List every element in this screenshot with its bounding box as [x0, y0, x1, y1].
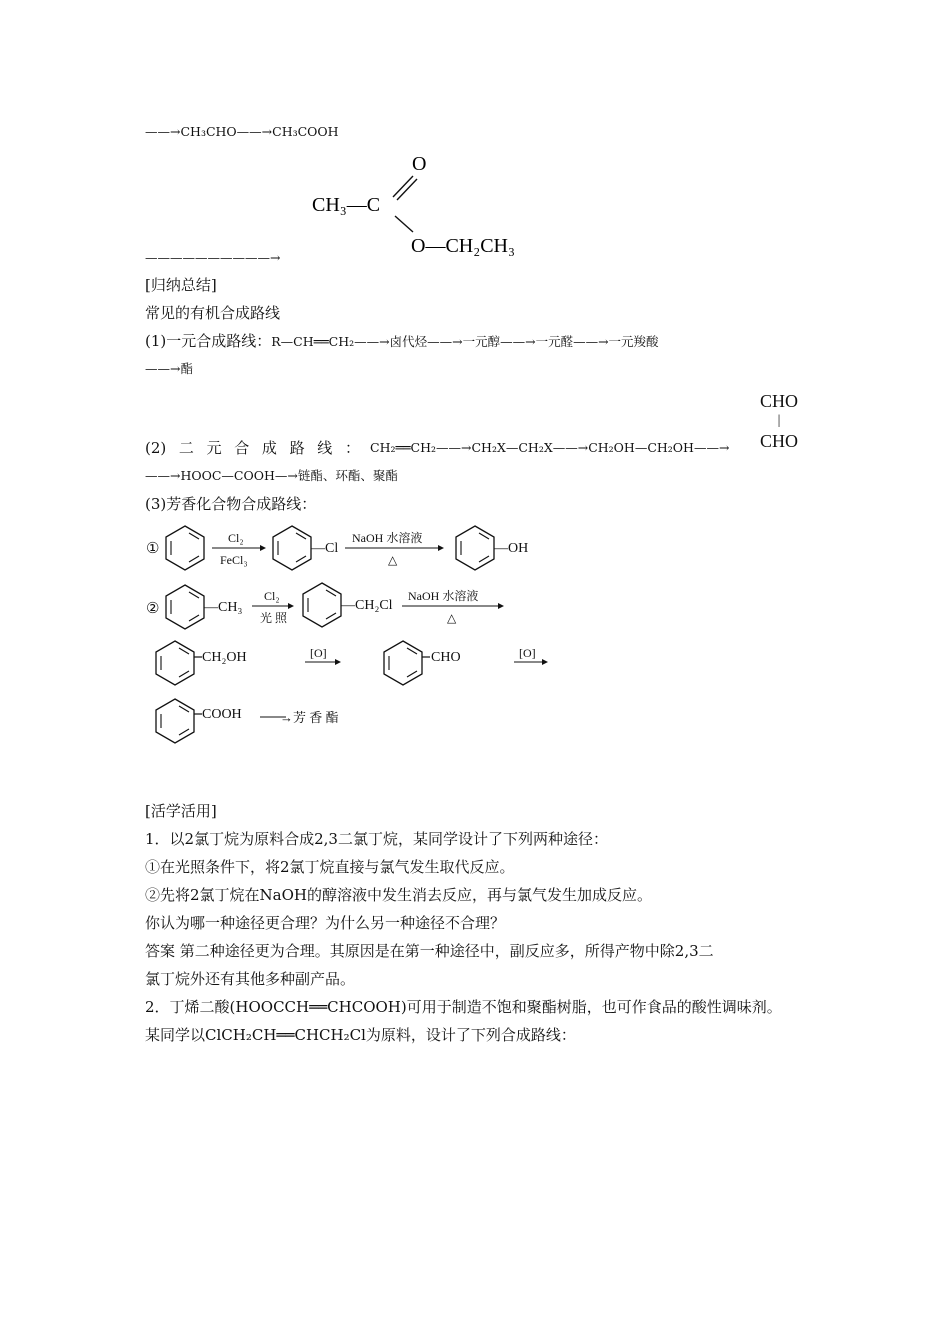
benzene-ring-icon [303, 583, 341, 627]
route-num-2: ② [146, 601, 160, 617]
benzene-ring-icon [166, 526, 204, 570]
question-1-option-1: ①在光照条件下，将2氯丁烷直接与氯气发生取代反应。 [145, 858, 515, 876]
arrow-head-icon [542, 659, 548, 665]
summary-heading: [归纳总结] [145, 276, 217, 294]
aromatic-ester-label: →芳 香 酯 [280, 710, 339, 725]
route2-label-char: ： [344, 439, 360, 457]
route-num-1: ① [146, 541, 160, 557]
substituent-ch2cl: —CH₂Cl [341, 598, 393, 613]
question-1-ask: 你认为哪一种途径更合理？为什么另一种途径不合理？ [145, 914, 506, 932]
route1-line [145, 330, 659, 353]
route1-continuation: ——→酯 [145, 361, 193, 376]
benzene-ring-icon [273, 526, 311, 570]
route2-label-char: 二 [178, 439, 194, 457]
route2-label-char: 路 [289, 439, 305, 457]
aromatic-routes-diagram [140, 520, 580, 750]
heat-symbol: △ [447, 611, 457, 625]
reaction-chain-acetaldehyde: ——→CH₃CHO——→CH₃COOH [145, 124, 339, 139]
route2-label-char: 线 [317, 439, 333, 457]
reagent-light: 光 照 [260, 611, 288, 625]
ester-carbonyl-oxygen: O [412, 153, 427, 175]
oxidation-label: [O] [310, 646, 327, 660]
arrow-head-icon [498, 603, 504, 609]
benzene-ring-icon [384, 641, 422, 685]
long-arrow: ——————————→ [145, 250, 281, 265]
benzene-ring-icon [156, 699, 194, 743]
arrow-head-icon [288, 603, 294, 609]
oxidation-label: [O] [519, 646, 536, 660]
reagent-fecl3: FeCl₃ [220, 553, 248, 567]
practice-heading: [活学活用] [145, 802, 217, 820]
route3-label: (3)芳香化合物合成路线： [145, 495, 317, 513]
benzene-ring-icon [166, 585, 204, 629]
substituent-cl: —Cl [311, 541, 339, 556]
route2-label-char: 元 [206, 439, 222, 457]
ester-structure [305, 148, 555, 263]
cho-bottom: CHO [760, 431, 799, 451]
route1-label: (1)一元合成路线： [145, 332, 272, 350]
heat-symbol: △ [388, 553, 398, 567]
substituent-ch3: —CH₃ [204, 600, 243, 615]
route1-body: R—CH══CH₂——→卤代烃——→一元醇——→一元醛——→一元羧酸 [271, 334, 659, 349]
question-2-line-2: 某同学以ClCH₂CH══CHCH₂Cl为原料，设计了下列合成路线： [145, 1026, 576, 1044]
benzene-ring-icon [156, 641, 194, 685]
route2-label [145, 437, 360, 459]
reagent-naoh: NaOH 水溶液 [408, 589, 479, 603]
ester-methyl-carbon: CH₃—C [312, 194, 381, 216]
route2-label-char: 合 [234, 439, 250, 457]
question-1-option-2: ②先将2氯丁烷在NaOH的醇溶液中发生消去反应，再与氯气发生加成反应。 [145, 886, 652, 904]
substituent-ch2oh: CH₂OH [202, 650, 247, 665]
route2-line [145, 437, 729, 459]
summary-intro: 常见的有机合成路线 [145, 304, 281, 322]
reagent-cl2: Cl₂ [228, 531, 244, 545]
cho-bond: | [777, 413, 781, 428]
ester-single-bond [395, 216, 413, 232]
answer-line-1: 答案 第二种途径更为合理。其原因是在第一种途径中，副反应多，所得产物中除2,3二 [145, 942, 714, 960]
route2-continuation: ——→HOOC—COOH—→链酯、环酯、聚酯 [145, 468, 398, 483]
reagent-cl2: Cl₂ [264, 589, 280, 603]
ester-ethoxy-group: O—CH₂CH₃ [411, 235, 515, 257]
question-2-line-1: 2．丁烯二酸(HOOCCH══CHCOOH)可用于制造不饱和聚酯树脂，也可作食品的酸性调味剂。 [145, 998, 782, 1016]
route2-label-char: (2) [145, 439, 167, 457]
benzene-ring-icon [456, 526, 494, 570]
substituent-cooh: COOH [202, 707, 242, 722]
substituent-cho: CHO [431, 650, 461, 665]
cho-top: CHO [760, 391, 799, 411]
question-1: 1．以2氯丁烷为原料合成2,3二氯丁烷，某同学设计了下列两种途径： [145, 830, 608, 848]
arrow-head-icon [260, 545, 266, 551]
arrow-head-icon [335, 659, 341, 665]
arrow-head-icon [438, 545, 444, 551]
substituent-oh: —OH [494, 541, 529, 556]
answer-line-2: 氯丁烷外还有其他多种副产品。 [145, 970, 356, 988]
route2-body: CH₂══CH₂——→CH₂X—CH₂X——→CH₂OH—CH₂OH——→ [370, 440, 730, 455]
reagent-naoh: NaOH 水溶液 [352, 531, 423, 545]
dialdehyde-structure [760, 390, 798, 452]
route2-label-char: 成 [261, 439, 277, 457]
